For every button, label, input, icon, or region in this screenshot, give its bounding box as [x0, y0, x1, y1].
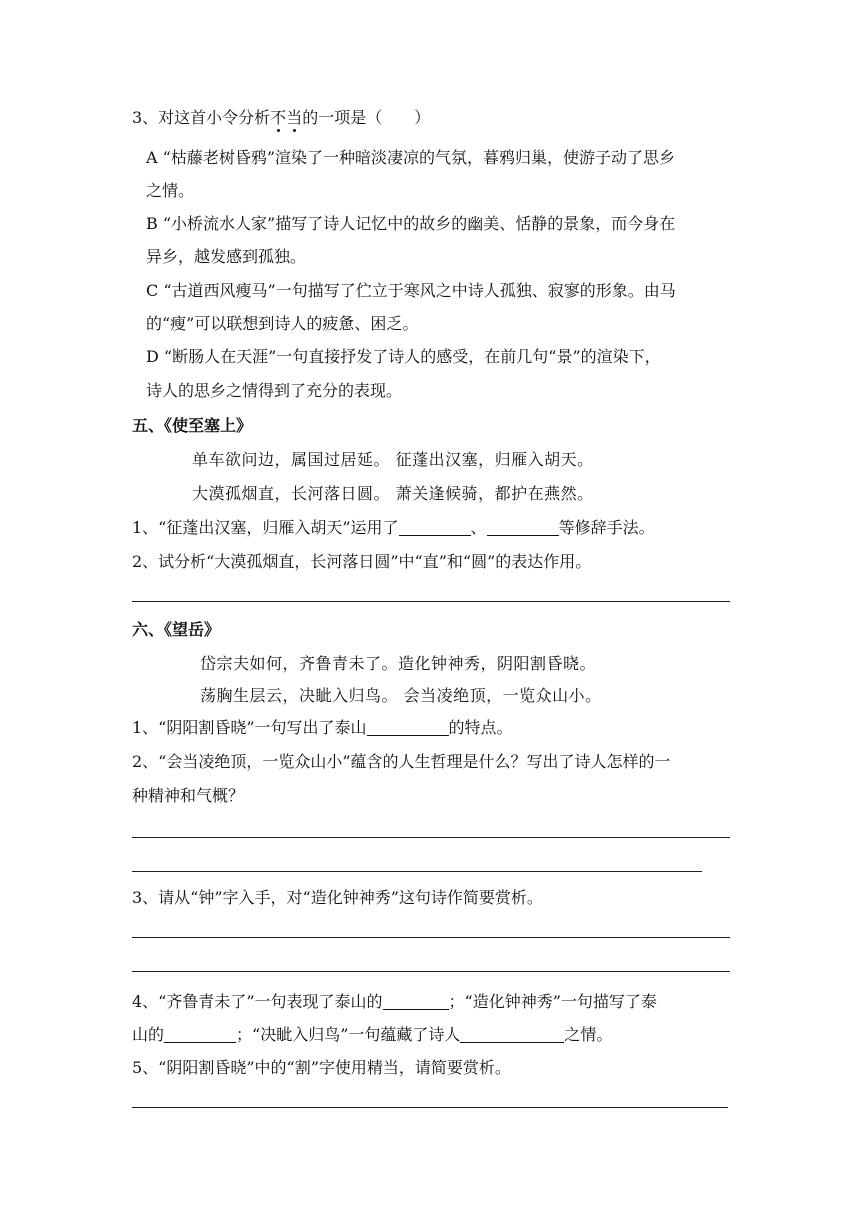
- answer-line[interactable]: [132, 837, 730, 838]
- q3-stem-text: 3、对这首小令分析: [132, 108, 271, 127]
- section-6-heading: 六、《望岳》: [132, 620, 221, 639]
- emphasis-char-bu: 不: [270, 108, 287, 127]
- sec6-q1-tail: 的特点。: [448, 718, 513, 737]
- emphasis-char-dang: 当: [286, 108, 303, 127]
- sec6-q4-text-b: ；“造化钟神秀”一句描写了泰: [448, 992, 657, 1011]
- q3-stem-tail: 的一项是（ ）: [302, 108, 431, 127]
- answer-line[interactable]: [132, 971, 730, 972]
- sec6-q4-text-d: ；“决眦入归鸟”一句蕴藏了诗人: [236, 1025, 461, 1044]
- poem6-line1: 岱宗夫如何，齐鲁青未了。造化钟神秀，阴阳割昏晓。: [200, 654, 597, 673]
- sec5-q1-tail: 等修辞手法。: [558, 518, 655, 537]
- sec5-q1-text: 1、“征蓬出汉塞，归雁入胡天”运用了: [132, 518, 399, 537]
- option-c-line2: 的“瘦”可以联想到诗人的疲惫、困乏。: [146, 314, 419, 333]
- option-d-line2: 诗人的思乡之情得到了充分的表现。: [146, 381, 403, 400]
- sec6-q5: 5、“阴阳割昏晓”中的“割”字使用精当，请简要赏析。: [132, 1058, 511, 1077]
- sec6-q1: [132, 718, 513, 738]
- section-5-heading: 五、《使至塞上》: [132, 416, 253, 435]
- answer-blank[interactable]: [383, 993, 449, 1010]
- answer-line[interactable]: [132, 1107, 728, 1108]
- option-a-line2: 之情。: [146, 181, 195, 200]
- sec6-q4-text-c: 山的: [132, 1025, 165, 1044]
- option-a-line1: A “枯藤老树昏鸦”渲染了一种暗淡凄凉的气氛，暮鸦归巢，使游子动了思乡: [146, 148, 676, 167]
- sec6-q4-tail: 之情。: [564, 1025, 613, 1044]
- sec6-q4-line2: [132, 1025, 612, 1045]
- sec6-q3: 3、请从“钟”字入手，对“造化钟神秀”这句诗作简要赏析。: [132, 888, 543, 907]
- option-b-line2: 异乡，越发感到孤独。: [146, 247, 307, 266]
- sec6-q4-text: 4、“齐鲁青未了”一句表现了泰山的: [132, 992, 383, 1011]
- sec6-q2-line2: 种精神和气概？: [132, 786, 245, 805]
- answer-blank[interactable]: [460, 1026, 564, 1043]
- answer-blank[interactable]: [399, 519, 471, 536]
- q3-stem: [132, 108, 430, 128]
- option-d-line1: D “断肠人在天涯”一句直接抒发了诗人的感受，在前几句“景”的渲染下，: [146, 347, 661, 366]
- answer-line[interactable]: [132, 871, 702, 872]
- option-c-line1: C “古道西风瘦马”一句描写了伫立于寒风之中诗人孤独、寂寥的形象。由马: [146, 281, 676, 300]
- option-b-line1: B “小桥流水人家”描写了诗人记忆中的故乡的幽美、恬静的景象，而今身在: [146, 214, 676, 233]
- poem6-line2: 荡胸生层云，决眦入归鸟。 会当凌绝顶，一览众山小。: [200, 686, 602, 705]
- poem5-line1: 单车欲问边，属国过居延。 征蓬出汉塞，归雁入胡天。: [192, 450, 594, 469]
- answer-line[interactable]: [132, 601, 730, 602]
- answer-line[interactable]: [132, 937, 730, 938]
- sec6-q1-text: 1、“阴阳割昏晓”一句写出了泰山: [132, 718, 367, 737]
- sec5-q2: 2、试分析“大漠孤烟直，长河落日圆”中“直”和“圆”的表达作用。: [132, 552, 592, 571]
- poem5-line2: 大漠孤烟直，长河落日圆。 萧关逢候骑，都护在燕然。: [192, 484, 594, 503]
- sec5-q1: [132, 518, 655, 538]
- answer-blank[interactable]: [367, 719, 449, 736]
- answer-blank[interactable]: [487, 519, 559, 536]
- answer-blank[interactable]: [164, 1026, 236, 1043]
- sec6-q4-line1: [132, 992, 657, 1012]
- sec6-q2-line1: 2、“会当凌绝顶，一览众山小”蕴含的人生哲理是什么？写出了诗人怎样的一: [132, 752, 671, 771]
- sec5-q1-sep: 、: [470, 518, 487, 537]
